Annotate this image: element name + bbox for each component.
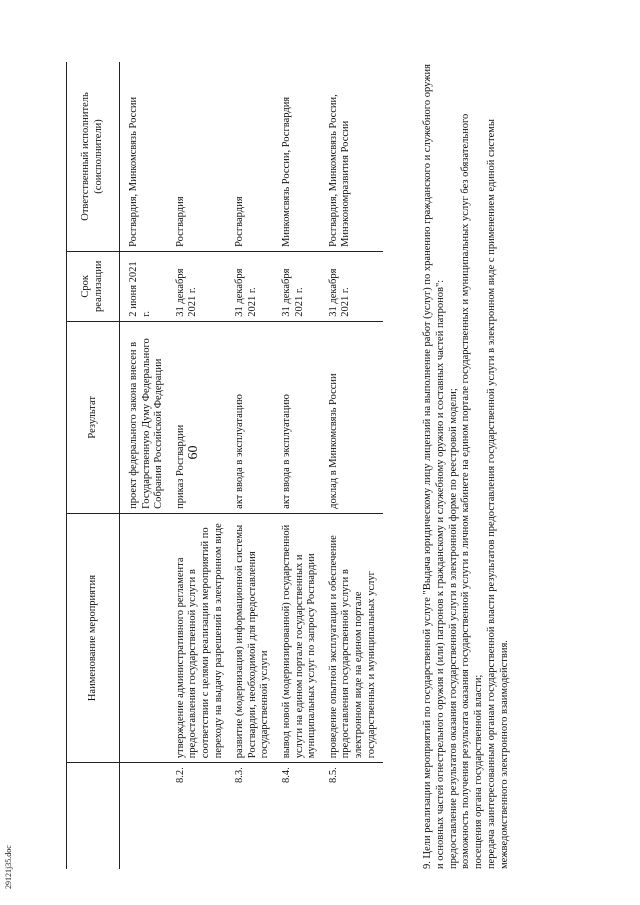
row-number — [120, 763, 171, 869]
table-row — [324, 62, 383, 869]
goals-item: возможность получения результата оказания государственной услуги в личном кабинете на едином портале государственных и муниципальных услуг без обязательного посещения органа государственной власти; — [460, 113, 485, 869]
goals-item: передача заинтересованным органам государственной власти результатов предоставления государственной услуги в электронном виде с применением единой системы межведомственного электронного взаимодействия. — [485, 119, 510, 869]
table-row — [277, 62, 324, 869]
row-deadline: 31 декабря 2021 г. — [171, 251, 230, 321]
row-activity-name: вывод новой (модернизированной) государственной услуги на едином портале государственных и муниципальных услуг по запросу Росгвардии — [277, 513, 324, 762]
row-result: приказ Росгвардии — [171, 321, 230, 513]
header-responsible: Ответственный исполнитель (соисполнители) — [67, 62, 120, 251]
row-number: 8.5. — [327, 767, 339, 783]
row-result: доклад в Минкомсвязь России — [324, 321, 383, 513]
goals-intro: 9. Цели реализации мероприятий по государственной услуге "Выдача юридическому лицу лицензий на выполнение работ (услуг) по хранению гражданского и служебного оружия и основных частей огнестрельного оружия и (или) патронов к гражданскому и служебному оружию и составных частей патронов": — [422, 64, 446, 869]
table-row — [230, 62, 277, 869]
row-number: 8.2. — [174, 767, 186, 783]
row-result: проект федерального закона внесен в Государственную Думу Федерального Собрания Российской Федерации — [120, 321, 171, 513]
header-number — [67, 763, 120, 869]
header-result: Результат — [67, 321, 120, 513]
header-activity-name: Наименование мероприятия — [67, 513, 120, 762]
row-responsible: Росгвардия, Минкомсвязь России, Минэкономразвития России — [324, 62, 383, 251]
row-deadline: 31 декабря 2021 г. — [277, 251, 324, 321]
row-responsible: Росгвардия — [230, 62, 277, 251]
row-deadline: 2 июня 2021 г. — [120, 251, 171, 321]
row-responsible: Росгвардия, Минкомсвязь России — [120, 62, 171, 251]
row-result: акт ввода в эксплуатацию — [277, 321, 324, 513]
activities-table — [66, 62, 383, 869]
row-activity-name: утверждение административного регламента предоставления государственной услуги в соответствии с целями реализации мероприятий по переходу на выдачу разрешений в электронном виде — [171, 513, 230, 762]
page-number: 60 — [186, 445, 201, 460]
row-activity-name — [120, 513, 171, 762]
file-code: 29121j35.doc — [4, 845, 13, 889]
row-number: 8.3. — [234, 767, 246, 783]
row-activity-name: проведение опытной эксплуатации и обеспечение предоставления государственной услуги в электронном виде на едином портале государственных и муниципальных услуг — [324, 513, 383, 762]
table-header-row — [67, 62, 120, 869]
goals-section — [422, 64, 512, 869]
table-row — [120, 62, 171, 869]
header-deadline: Срок реализации — [67, 251, 120, 321]
table-row — [171, 62, 230, 869]
row-deadline: 31 декабря 2021 г. — [324, 251, 383, 321]
row-deadline: 31 декабря 2021 г. — [230, 251, 277, 321]
row-responsible: Росгвардия — [171, 62, 230, 251]
goals-item: предоставление результатов оказания государственной услуги в электронной форме по реестровой модели; — [447, 388, 459, 869]
row-result: акт ввода в эксплуатацию — [230, 321, 277, 513]
row-number: 8.4. — [280, 767, 292, 783]
row-responsible: Минкомсвязь России, Росгвардия — [277, 62, 324, 251]
row-activity-name: развитие (модернизация) информационной системы Росгвардии, необходимой для предоставления государственной услуги — [230, 513, 277, 762]
